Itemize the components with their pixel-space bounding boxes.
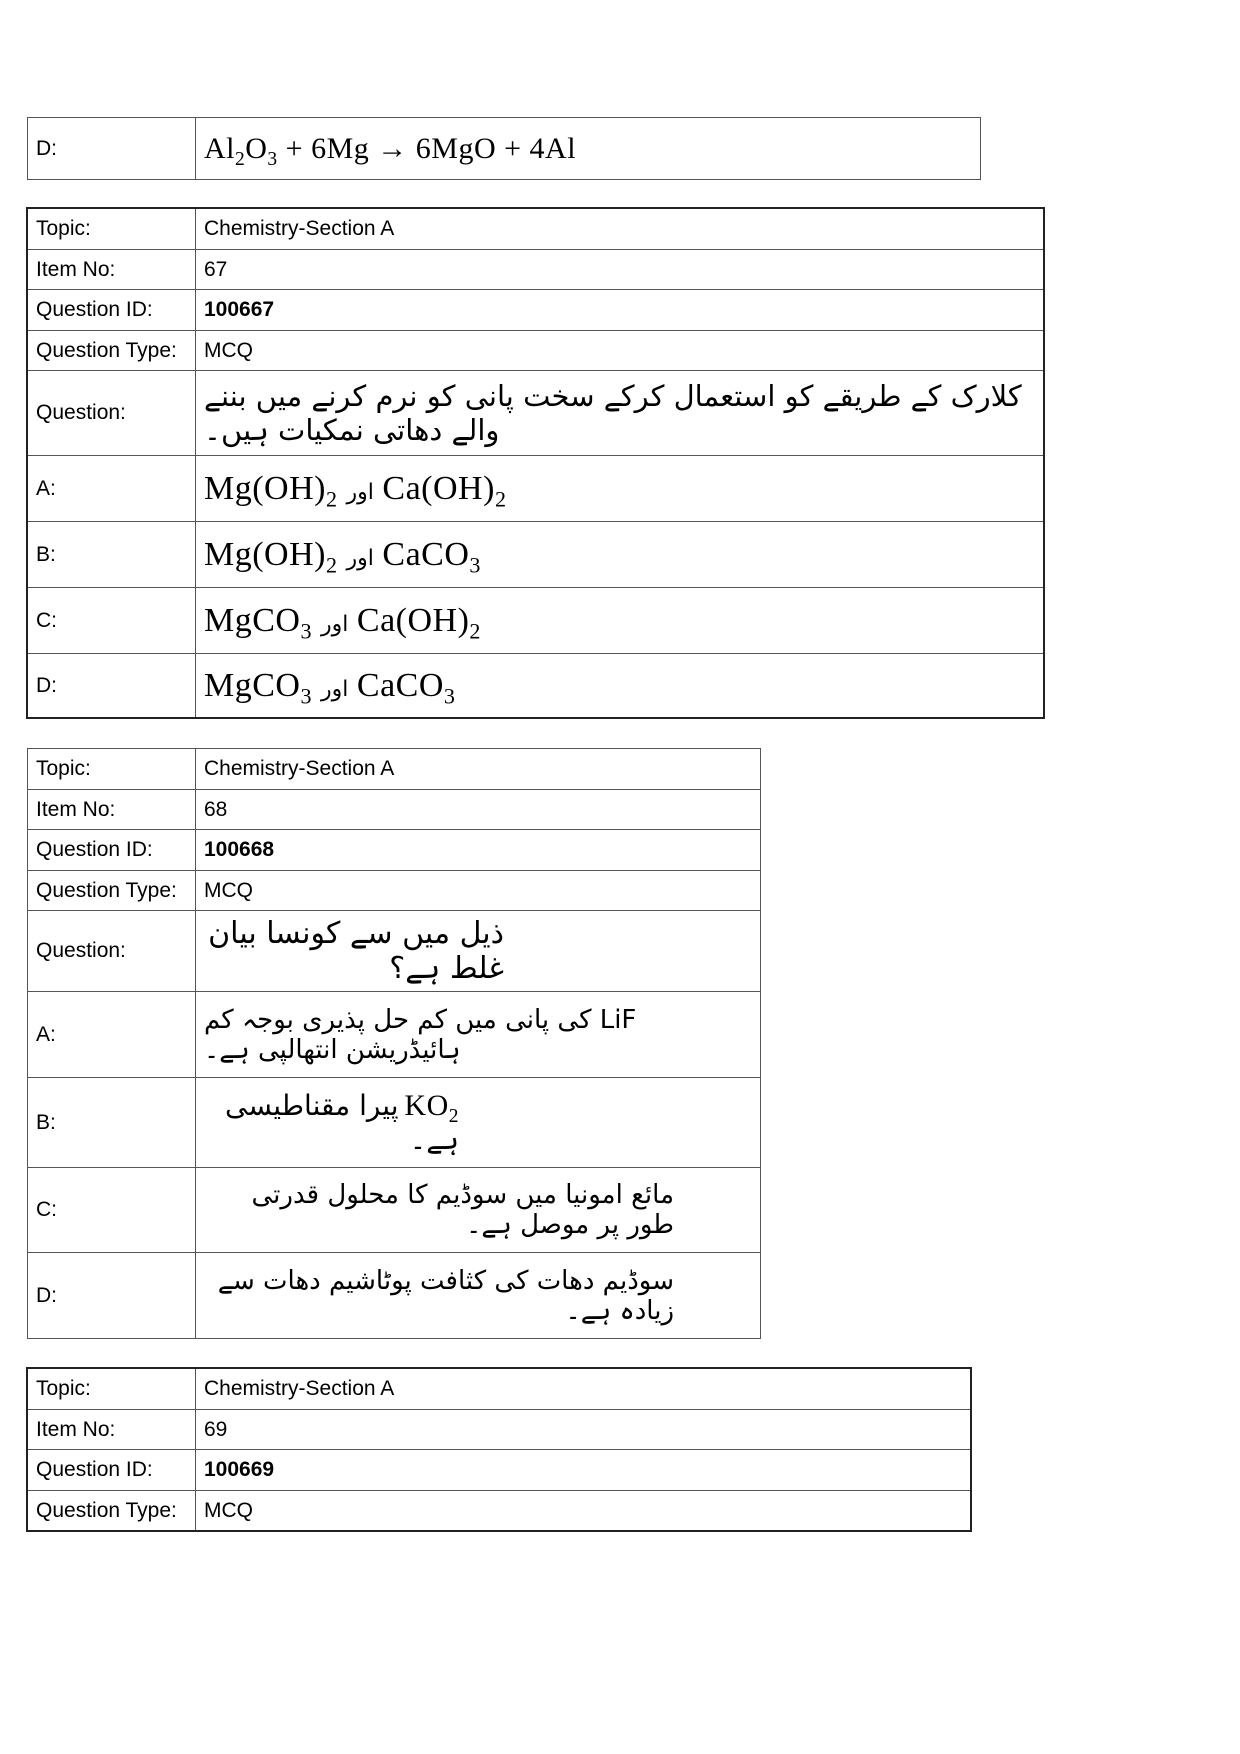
option-d-value: [196, 118, 981, 180]
question-67-table: [27, 208, 1044, 718]
question-id-value: 100667: [196, 290, 1044, 331]
question-type-label: Question Type:: [28, 331, 196, 371]
option-a-label: A:: [28, 992, 196, 1078]
option-d-label: D:: [28, 1253, 196, 1339]
question-type-value: MCQ: [196, 1491, 971, 1531]
topic-label: Topic:: [28, 209, 196, 250]
option-d-text: سوڈیم دھات کی کثافت پوٹاشیم دھات سے زیادہ ہے۔: [217, 1265, 674, 1326]
item-no-label: Item No:: [28, 790, 196, 830]
option-c-text: مائع امونیا میں سوڈیم کا محلول قدرتی طور پر موصل ہے۔: [251, 1180, 674, 1240]
question-type-value: MCQ: [196, 871, 761, 911]
question-69-table: [27, 1368, 971, 1531]
question-text-cell: [196, 911, 761, 992]
question-text: ذیل میں سے کونسا بیان غلط ہے؟: [208, 916, 504, 986]
question-label: Question:: [28, 371, 196, 456]
item-no-value: 68: [196, 790, 761, 830]
option-c-label: C:: [28, 1168, 196, 1253]
question-68-table: [27, 748, 761, 1339]
question-id-label: Question ID:: [28, 830, 196, 871]
topic-value: Chemistry-Section A: [196, 1369, 971, 1410]
question-id-label: Question ID:: [28, 290, 196, 331]
ko2-formula: $KO_2$: [404, 1089, 459, 1127]
question-type-label: Question Type:: [28, 1491, 196, 1531]
option-b-value: [196, 1078, 761, 1168]
option-c-value: [196, 1168, 761, 1253]
previous-question-option-d: [27, 117, 981, 180]
item-no-value: 69: [196, 1410, 971, 1450]
option-a-value: [196, 992, 761, 1078]
option-b-label: B:: [28, 1078, 196, 1168]
option-d-value: [196, 1253, 761, 1339]
option-d-label: D:: [28, 118, 196, 180]
item-no-label: Item No:: [28, 250, 196, 290]
topic-label: Topic:: [28, 749, 196, 790]
topic-value: Chemistry-Section A: [196, 749, 761, 790]
question-type-label: Question Type:: [28, 871, 196, 911]
option-b-value: $Mg(OH)_2$ اور CaCO$_3$: [196, 522, 1044, 588]
question-id-label: Question ID:: [28, 1450, 196, 1491]
option-a-text: LiF کی پانی میں کم حل پذیری بوجہ کم ہائیڈریشن انتھالپی ہے۔: [204, 1004, 637, 1065]
item-no-value: 67: [196, 250, 1044, 290]
question-id-value: 100668: [196, 830, 761, 871]
option-c-label: C:: [28, 588, 196, 654]
question-type-value: MCQ: [196, 331, 1044, 371]
item-no-label: Item No:: [28, 1410, 196, 1450]
question-text: کلارک کے طریقے کو استعمال کرکے سخت پانی کو نرم کرنے میں بننے والے دھاتی نمکیات ہیں۔: [204, 379, 1022, 447]
option-b-text: پیرا مقناطیسی ہے۔: [224, 1089, 459, 1156]
option-a-label: A:: [28, 456, 196, 522]
equation: $Al_2O_3 + 6Mg \to 6MgO + 4Al$: [204, 131, 577, 170]
option-b-label: B:: [28, 522, 196, 588]
question-text-cell: [196, 371, 1044, 456]
question-label: Question:: [28, 911, 196, 992]
option-a-value: $Mg(OH)_2$ اور $Ca(OH)_2$: [196, 456, 1044, 522]
option-d-label: D:: [28, 654, 196, 718]
question-id-value: 100669: [196, 1450, 971, 1491]
topic-label: Topic:: [28, 1369, 196, 1410]
option-c-value: MgCO$_3$ اور $Ca(OH)_2$: [196, 588, 1044, 654]
option-d-value: MgCO$_3$ اور CaCO$_3$: [196, 654, 1044, 718]
topic-value: Chemistry-Section A: [196, 209, 1044, 250]
